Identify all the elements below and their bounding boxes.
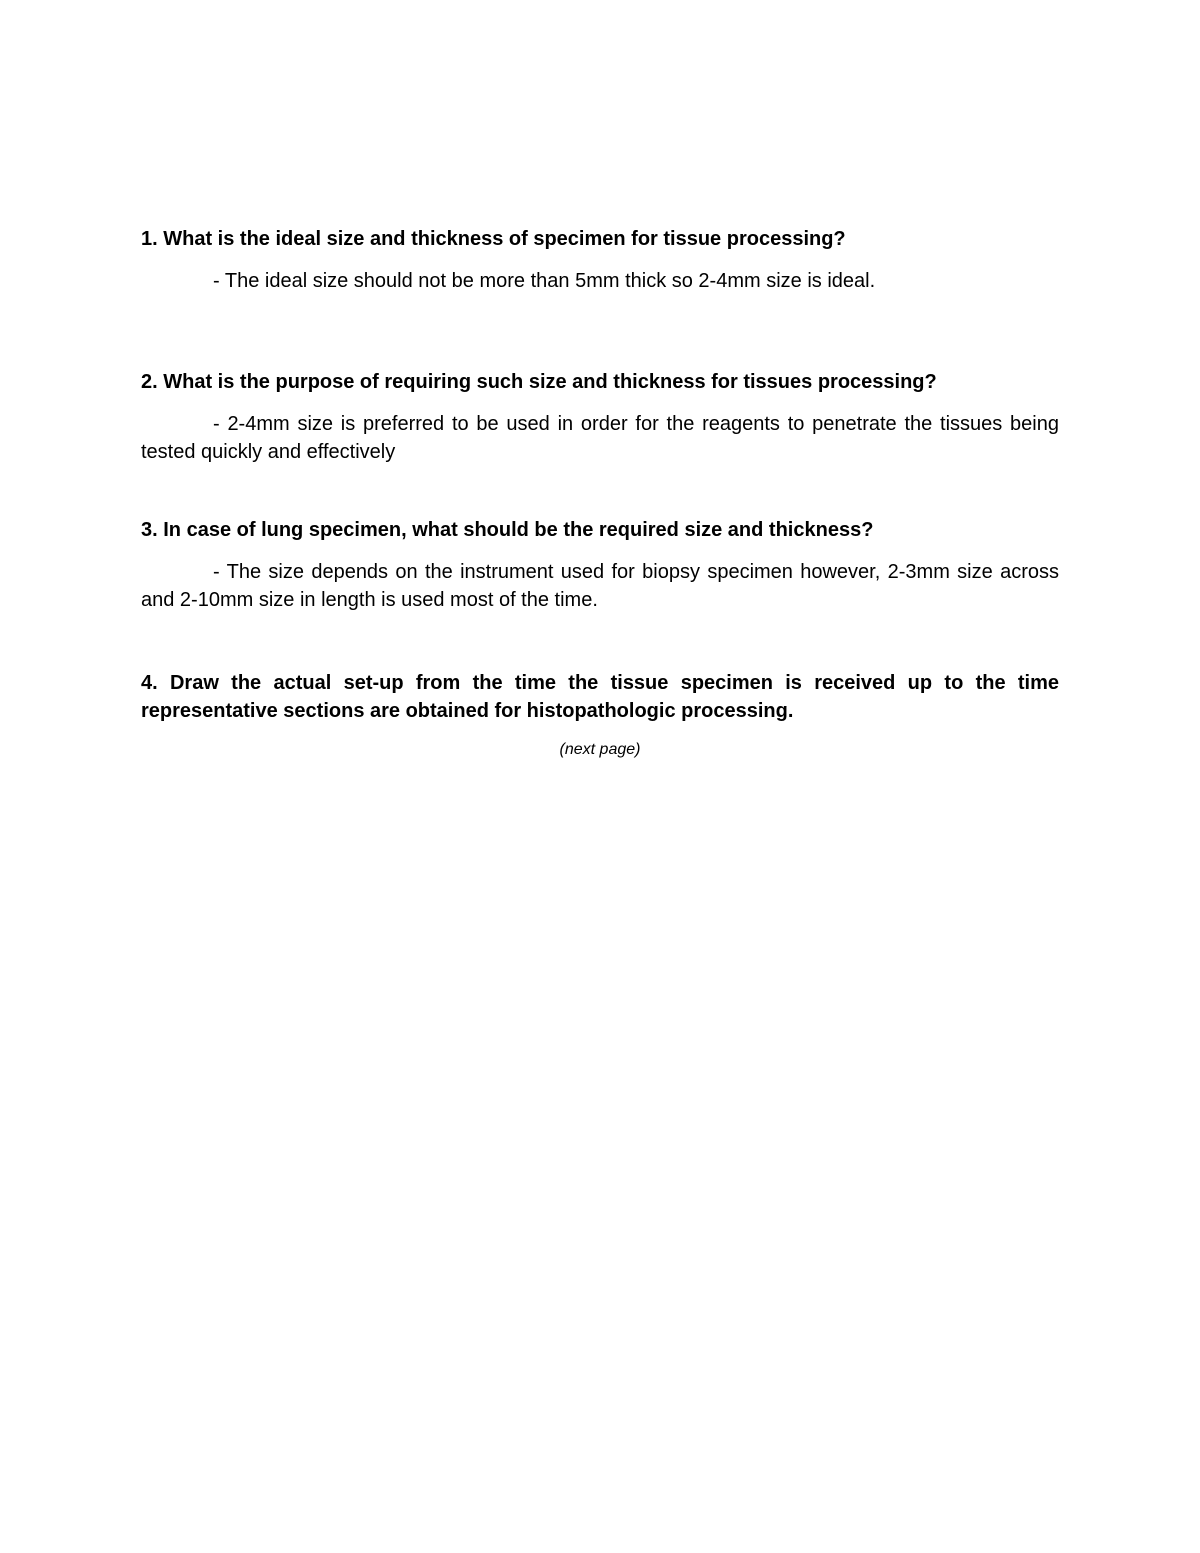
question-number: 2. [141,371,158,393]
question-number: 3. [141,519,158,541]
question-text: Draw the actual set-up from the time the tissue specimen is received up to the time representative sections are obtained for histopathologic processing. [141,672,1059,722]
question-block-2 [141,368,1059,516]
question-text: What is the purpose of requiring such size and thickness for tissues processing? [163,371,937,393]
question-3 [141,516,1059,544]
answer-2: - 2-4mm size is preferred to be used in order for the reagents to penetrate the tissues being tested quickly and effectively [141,413,1059,463]
question-text: In case of lung specimen, what should be the required size and thickness? [163,519,874,541]
document-page [141,225,1059,761]
question-number: 1. [141,228,158,250]
next-page-note: (next page) [559,741,641,758]
question-2 [141,368,1059,396]
answer-3: - The size depends on the instrument used for biopsy specimen however, 2-3mm size across and 2-10mm size in length is used most of the time. [141,561,1059,611]
question-block-4 [141,669,1059,761]
answer-1: - The ideal size should not be more than 5mm thick so 2-4mm size is ideal. [213,270,876,292]
question-block-1 [141,225,1059,368]
question-4 [141,669,1059,725]
question-1 [141,225,1059,253]
question-text: What is the ideal size and thickness of specimen for tissue processing? [163,228,846,250]
question-block-3 [141,516,1059,669]
question-number: 4. [141,672,158,694]
